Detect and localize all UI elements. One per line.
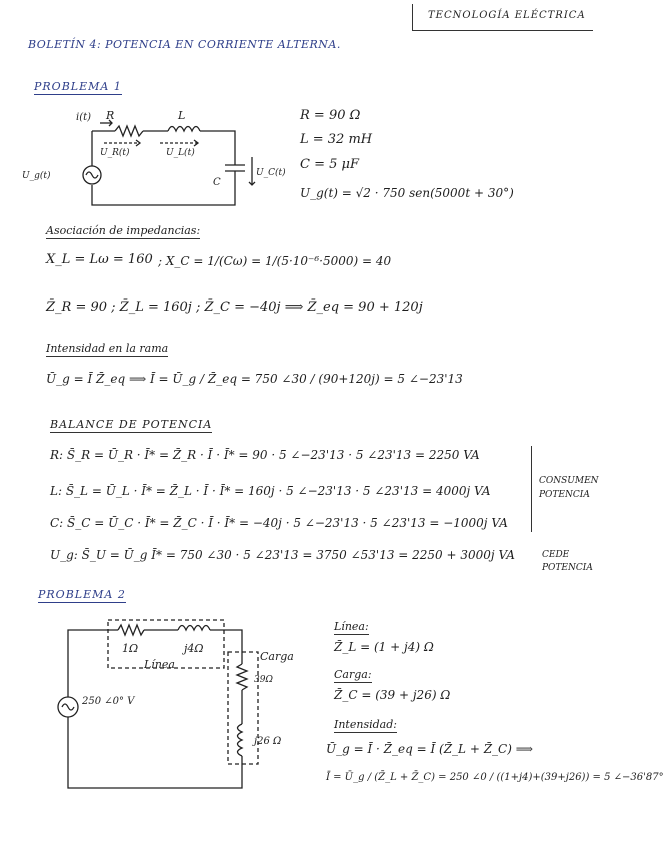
balance-c: C: S̄_C = Ū_C · Ī* = Z̄_C · Ī · Ī* = −40j · 5 ∠−23'13 · 5 ∠23'13 = −1000j VA (50, 516, 508, 530)
problem2-heading: PROBLEMA 2 (38, 588, 126, 601)
given-l: L = 32 mH (300, 132, 373, 147)
circuit2-source: 250 ∠0° V (82, 696, 135, 707)
impedance-line: Z̄_R = 90 ; Z̄_L = 160j ; Z̄_C = −40j ⟹ Z̄_eq = 90 + 120j (46, 300, 423, 315)
circuit-2-diagram (60, 612, 330, 797)
balance-l: L: S̄_L = Ū_L · Ī* = Z̄_L · Ī · Ī* = 160j · 5 ∠−23'13 · 5 ∠23'13 = 4000j VA (50, 484, 491, 498)
balance-title: BALANCE DE POTENCIA (50, 418, 213, 431)
circuit2-x-line: j4Ω (184, 642, 204, 655)
p2-load-title: Carga: (334, 668, 372, 681)
cede-label-2: POTENCIA (542, 563, 593, 573)
assoc-title: Asociación de impedancias: (46, 224, 201, 237)
xl-equation: X_L = Lω = 160 (46, 252, 153, 267)
circuit2-line-label: Línea (144, 658, 175, 671)
circuit1-current-label: i(t) (76, 112, 92, 123)
cede-label-1: CEDE (542, 550, 570, 560)
circuit2-load-label: Carga (260, 650, 294, 663)
circuit-1-diagram (20, 105, 295, 215)
circuit1-r-label: R (106, 109, 115, 122)
consume-label-2: POTENCIA (539, 490, 590, 500)
problem1-heading: PROBLEMA 1 (34, 80, 122, 93)
given-c: C = 5 μF (300, 157, 359, 172)
given-r: R = 90 Ω (300, 108, 361, 123)
consume-brace (531, 446, 536, 532)
circuit1-uc-label: U_C(t) (256, 168, 286, 178)
circuit1-ur-label: U_R(t) (100, 148, 130, 158)
course-title: TECNOLOGÍA ELÉCTRICA (428, 10, 586, 21)
consume-label-1: CONSUMEN (539, 476, 599, 486)
balance-r: R: S̄_R = Ū_R · Ī* = Z̄_R · Ī · Ī* = 90 · 5 ∠−23'13 · 5 ∠23'13 = 2250 VA (50, 448, 480, 462)
intensity-title: Intensidad en la rama (46, 342, 169, 355)
p2-int-title: Intensidad: (334, 718, 397, 731)
circuit1-c-label: C (213, 177, 221, 188)
p2-int-eq2: Ī = Ū_g / (Z̄_L + Z̄_C) = 250 ∠0 / ((1+j4)+(39+j26)) = 5 ∠−36'87° (326, 772, 664, 783)
circuit2-r-load: 39Ω (254, 675, 273, 685)
p2-int-eq1: Ū_g = Ī · Z̄_eq = Ī (Z̄_L + Z̄_C) ⟹ (326, 742, 533, 756)
page-title: BOLETÍN 4: POTENCIA EN CORRIENTE ALTERNA. (28, 38, 341, 51)
circuit1-source-label: U_g(t) (22, 171, 51, 181)
balance-ug: U_g: S̄_U = Ū_g Ī* = 750 ∠30 · 5 ∠23'13 = 3750 ∠53'13 = 2250 + 3000j VA (50, 548, 515, 562)
xc-equation: ; X_C = 1/(Cω) = 1/(5·10⁻⁶·5000) = 40 (158, 254, 392, 268)
p2-line-title: Línea: (334, 620, 369, 633)
circuit1-l-label: L (178, 109, 186, 122)
intensity-equation: Ū_g = Ī Z̄_eq ⟹ Ī = Ū_g / Z̄_eq = 750 ∠30 / (90+120j) = 5 ∠−23'13 (46, 372, 463, 386)
circuit2-x-load: j26 Ω (254, 736, 282, 747)
circuit2-r-line: 1Ω (122, 642, 139, 655)
circuit1-ul-label: U_L(t) (166, 148, 195, 158)
p2-load-value: Z̄_C = (39 + j26) Ω (334, 688, 451, 702)
p2-line-value: Z̄_L = (1 + j4) Ω (334, 640, 434, 654)
given-source: U_g(t) = √2 · 750 sen(5000t + 30°) (300, 186, 514, 200)
